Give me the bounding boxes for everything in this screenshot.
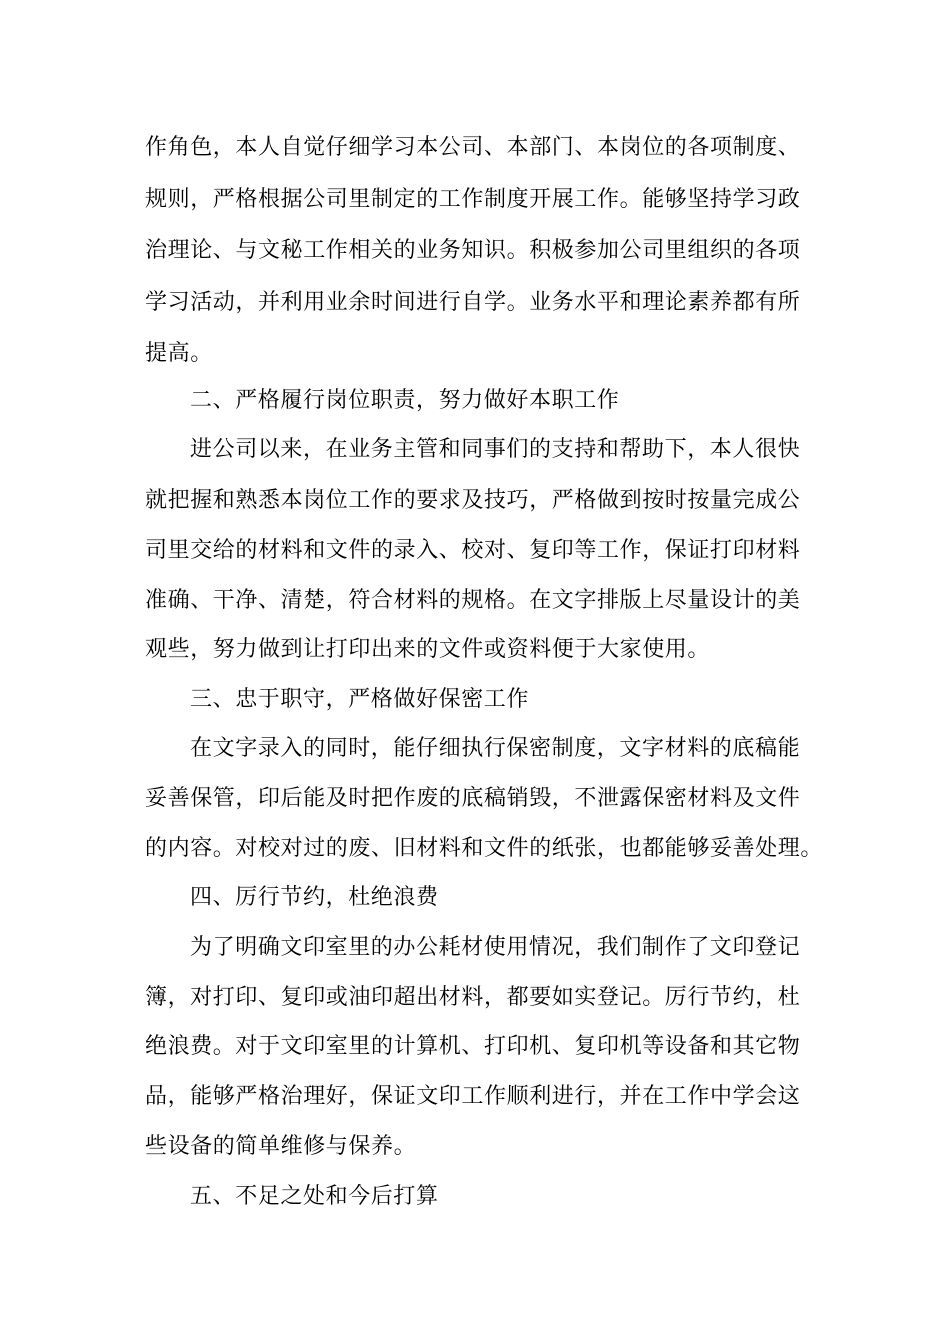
paragraph-line: 绝浪费。对于文印室里的计算机、打印机、复印机等设备和其它物 <box>145 1034 801 1059</box>
paragraph-line: 进公司以来，在业务主管和同事们的支持和帮助下，本人很快 <box>190 437 801 462</box>
paragraph-line: 观些，努力做到让打印出来的文件或资料便于大家使用。 <box>145 637 711 662</box>
paragraph-line: 准确、干净、清楚，符合材料的规格。在文字排版上尽量设计的美 <box>145 588 801 613</box>
paragraph-line: 在文字录入的同时，能仔细执行保密制度，文字材料的底稿能 <box>190 736 801 761</box>
paragraph-line: 就把握和熟悉本岗位工作的要求及技巧，严格做到按时按量完成公 <box>145 488 801 513</box>
paragraph-line: 规则，严格根据公司里制定的工作制度开展工作。能够坚持学习政 <box>145 187 801 212</box>
paragraph-line: 作角色，本人自觉仔细学习本公司、本部门、本岗位的各项制度、 <box>145 135 801 160</box>
paragraph-line: 品，能够严格治理好，保证文印工作顺利进行，并在工作中学会这 <box>145 1084 801 1109</box>
section-heading-5: 五、不足之处和今后打算 <box>190 1184 439 1209</box>
paragraph-line: 司里交给的材料和文件的录入、校对、复印等工作，保证打印材料 <box>145 538 801 563</box>
paragraph-line: 些设备的简单维修与保养。 <box>145 1134 417 1159</box>
paragraph-line: 的内容。对校对过的废、旧材料和文件的纸张，也都能够妥善处理。 <box>145 836 824 861</box>
paragraph-line: 提高。 <box>145 341 213 366</box>
paragraph-line: 为了明确文印室里的办公耗材使用情况，我们制作了文印登记 <box>190 935 801 960</box>
paragraph-line: 学习活动，并利用业余时间进行自学。业务水平和理论素养都有所 <box>145 290 801 315</box>
section-heading-2: 二、严格履行岗位职责，努力做好本职工作 <box>190 388 620 413</box>
section-heading-3: 三、忠于职守，严格做好保密工作 <box>190 687 530 712</box>
section-heading-4: 四、厉行节约，杜绝浪费 <box>190 885 439 910</box>
paragraph-line: 妥善保管，印后能及时把作废的底稿销毁，不泄露保密材料及文件 <box>145 786 801 811</box>
paragraph-line: 簿，对打印、复印或油印超出材料，都要如实登记。厉行节约，杜 <box>145 985 801 1010</box>
paragraph-line: 治理论、与文秘工作相关的业务知识。积极参加公司里组织的各项 <box>145 238 801 263</box>
